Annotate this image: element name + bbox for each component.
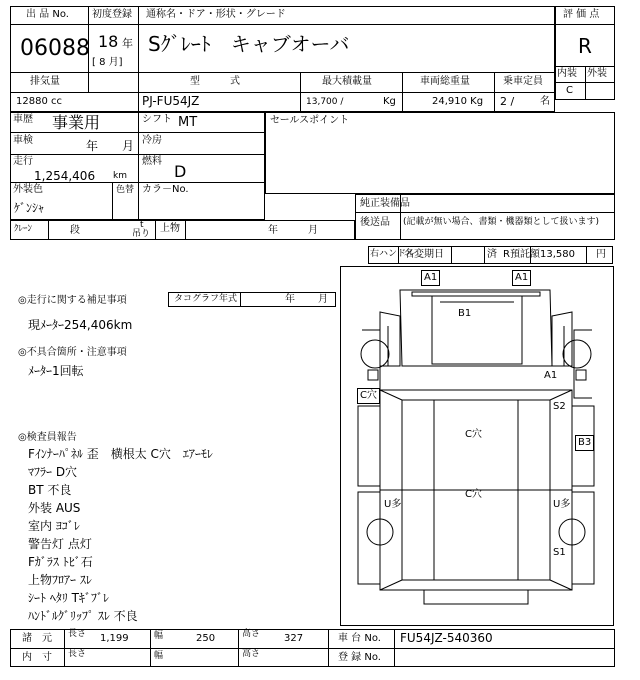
damage-mark: U多 bbox=[553, 499, 571, 510]
inner-width-label: 幅 bbox=[154, 651, 164, 661]
selling-points-label: セールスポイント bbox=[270, 115, 350, 126]
width-label: 幅 bbox=[154, 631, 164, 641]
damage-mark: C穴 bbox=[357, 388, 380, 404]
lot-no-label: 出 品 No. bbox=[26, 9, 69, 20]
model-label: 型 式 bbox=[190, 76, 240, 87]
color-code-label: 色替 bbox=[116, 185, 135, 195]
inspector-line: Fｲﾝﾅｰﾊﾟﾈﾙ 歪 横根太 C穴 ｴｱｰﾓﾚ bbox=[28, 447, 213, 461]
capacity-value: 2 / bbox=[500, 95, 515, 108]
damage-mark: A1 bbox=[544, 370, 558, 381]
damage-mark: A1 bbox=[421, 270, 440, 286]
model-name: Sｸﾞﾚｰﾄ キャブオーバ bbox=[148, 32, 350, 56]
crane-ton-unit: t bbox=[140, 220, 144, 230]
score-value: R bbox=[578, 34, 592, 58]
max-load-value: 13,700 / bbox=[306, 97, 344, 107]
aftermarket-label: 後送品 bbox=[360, 217, 390, 228]
inspector-line: Fｶﾞﾗｽ ﾄﾋﾞ石 bbox=[28, 555, 93, 569]
mileage-value: 1,254,406 bbox=[34, 169, 96, 183]
damage-mark: C穴 bbox=[465, 489, 482, 500]
interior-score: C bbox=[566, 85, 573, 96]
max-load-unit: Kg bbox=[383, 96, 396, 107]
ac-label: 冷房 bbox=[142, 135, 162, 146]
inspector-line: 室内 ﾖｺﾞﾚ bbox=[28, 519, 80, 533]
reg-year: 18 bbox=[98, 32, 119, 51]
height-label: 高さ bbox=[242, 629, 261, 639]
capacity-unit: 名 bbox=[540, 96, 550, 107]
damage-mark: B3 bbox=[575, 435, 594, 451]
crane-stage-unit: 段 bbox=[70, 225, 80, 236]
body-month-unit: 月 bbox=[308, 225, 318, 236]
inspector-line: ﾏﾌﾗｰ D穴 bbox=[28, 465, 78, 479]
crane-row bbox=[10, 220, 355, 240]
damage-mark: S2 bbox=[553, 401, 566, 412]
width-value: 250 bbox=[196, 633, 216, 644]
recycle-fee-value: 13,580 bbox=[540, 249, 575, 260]
damage-mark: B1 bbox=[458, 308, 472, 319]
reg-year-unit: 年 bbox=[122, 37, 133, 50]
aftermarket-note: (記載が無い場合、書類・機器類として扱います) bbox=[403, 217, 600, 227]
odometer-note: 現ﾒｰﾀｰ254,406km bbox=[28, 318, 133, 332]
registration-label: 登 録 No. bbox=[338, 652, 381, 663]
genuine-equipment-label: 純正装備品 bbox=[360, 198, 410, 209]
exterior-color-value: ｹﾞﾝｼｬ bbox=[14, 201, 45, 215]
damage-mark: U多 bbox=[384, 499, 402, 510]
interior-label: 内装 bbox=[557, 68, 577, 79]
recycle-done: 済 bbox=[487, 249, 497, 260]
lot-no: 06088 bbox=[20, 36, 90, 61]
model-code: PJ-FU54JZ bbox=[142, 94, 200, 108]
recycle-unit: 円 bbox=[596, 249, 606, 260]
gross-weight-label: 車両総重量 bbox=[420, 76, 470, 87]
mileage-label: 走行 bbox=[13, 156, 33, 167]
inner-label: 内 寸 bbox=[22, 652, 52, 663]
chassis-no: FU54JZ-540360 bbox=[400, 631, 493, 645]
fuel-value: D bbox=[174, 162, 187, 181]
exterior-label: 外装 bbox=[587, 68, 607, 79]
exterior-color-label: 外装色 bbox=[13, 184, 43, 195]
displacement-value: 12880 cc bbox=[16, 96, 62, 107]
crane-label: ｸﾚｰﾝ bbox=[14, 224, 33, 234]
shift-label: シフト bbox=[142, 114, 172, 125]
fuel-label: 燃料 bbox=[142, 156, 162, 167]
crane-hoist-unit: 吊り bbox=[132, 229, 151, 239]
displacement-label: 排気量 bbox=[30, 76, 60, 87]
shift-value: MT bbox=[178, 115, 198, 130]
inner-height-label: 高さ bbox=[242, 649, 261, 659]
name-change-label: 名変期日 bbox=[404, 249, 444, 260]
height-value: 327 bbox=[284, 633, 304, 644]
inspector-line: 警告灯 点灯 bbox=[28, 537, 92, 551]
truck-damage-diagram bbox=[340, 266, 614, 626]
damage-mark: S1 bbox=[553, 547, 566, 558]
score-label: 評 価 点 bbox=[563, 9, 600, 20]
body-year-unit: 年 bbox=[268, 225, 278, 236]
right-hand-drive: 右ハンドル bbox=[370, 249, 416, 259]
inspector-title: ◎検査員報告 bbox=[18, 432, 77, 443]
inner-length-label: 長さ bbox=[68, 649, 87, 659]
length-value: 1,199 bbox=[100, 633, 129, 644]
inspector-line: ﾊﾝﾄﾞﾙｸﾞﾘｯﾌﾟ ｽﾚ 不良 bbox=[28, 609, 138, 623]
defects-title: ◎不具合箇所・注意事項 bbox=[18, 347, 127, 358]
color-no-label: カラ－No. bbox=[142, 184, 189, 195]
tachograph-label: タコグラフ年式 bbox=[174, 294, 238, 304]
inspection-year-unit: 年 bbox=[86, 139, 99, 153]
history-value: 事業用 bbox=[52, 113, 101, 132]
tacho-year-unit: 年 bbox=[285, 294, 295, 305]
gross-weight-value: 24,910 Kg bbox=[432, 96, 484, 107]
recycle-fee-label: R預託額 bbox=[503, 249, 540, 260]
inspector-line: BT 不良 bbox=[28, 483, 72, 497]
capacity-label: 乗車定員 bbox=[503, 76, 543, 87]
mileage-unit: km bbox=[113, 171, 127, 181]
chassis-label: 車 台 No. bbox=[338, 633, 381, 644]
inspection-label: 車検 bbox=[13, 135, 33, 146]
supplementary-title: ◎走行に関する補足事項 bbox=[18, 295, 127, 306]
defects-note: ﾒｰﾀｰ1回転 bbox=[28, 364, 84, 378]
damage-mark: C穴 bbox=[465, 429, 482, 440]
reg-month: [ 8 月] bbox=[92, 57, 123, 68]
damage-mark: A1 bbox=[512, 270, 531, 286]
history-label: 車歴 bbox=[13, 114, 33, 125]
first-reg-label: 初度登録 bbox=[92, 9, 132, 20]
inspector-line: 上物ﾌﾛｱｰ ｽﾚ bbox=[28, 573, 92, 587]
tacho-month-unit: 月 bbox=[318, 294, 328, 305]
grade-header: 通称名・ドア・形状・グレード bbox=[146, 9, 286, 20]
body-label: 上物 bbox=[160, 223, 180, 234]
inspector-line: ｼｰﾄ ﾍﾀﾘ Tｷﾞﾌﾞﾚ bbox=[28, 591, 109, 605]
inspection-month-unit: 月 bbox=[122, 139, 135, 153]
specs-label: 諸 元 bbox=[22, 633, 52, 644]
inspector-line: 外装 AUS bbox=[28, 501, 81, 515]
max-load-label: 最大積載量 bbox=[322, 76, 372, 87]
length-label: 長さ bbox=[68, 629, 87, 639]
